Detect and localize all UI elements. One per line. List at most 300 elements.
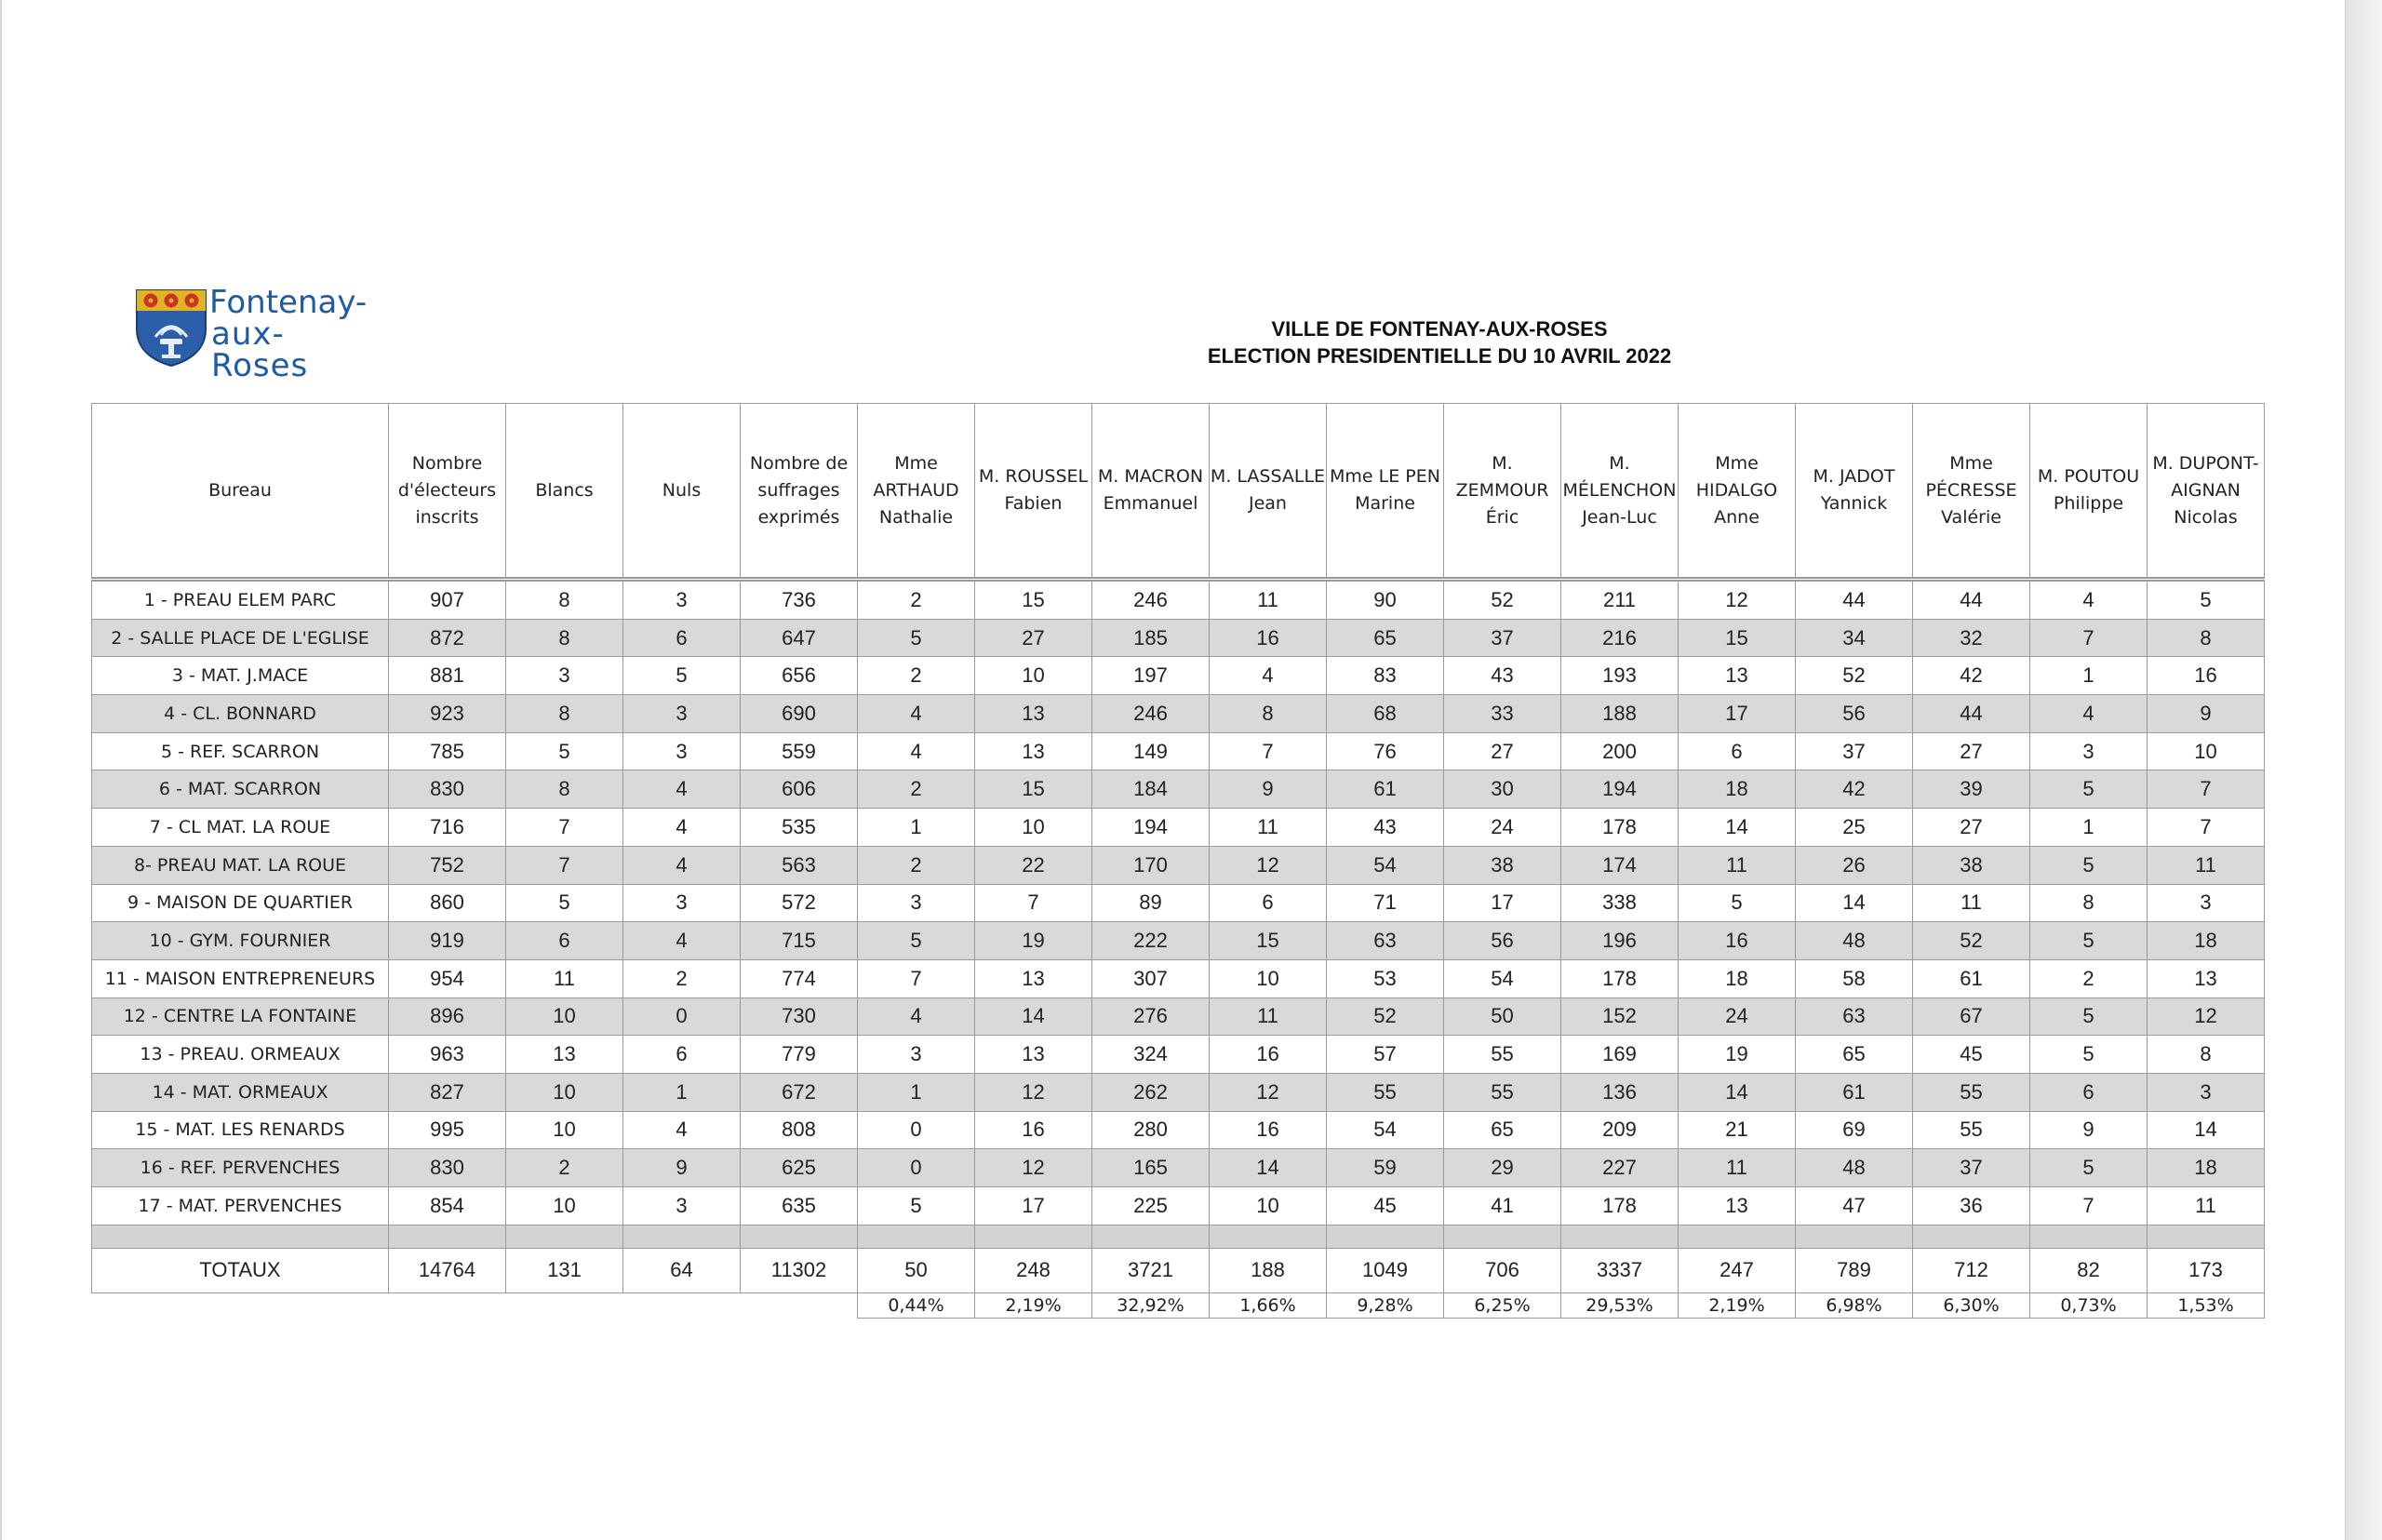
value-cell: 36 bbox=[1913, 1187, 2030, 1225]
value-cell: 4 bbox=[623, 770, 741, 809]
value-cell: 656 bbox=[741, 657, 858, 695]
value-cell: 11 bbox=[2148, 1187, 2265, 1225]
value-cell: 225 bbox=[1092, 1187, 1210, 1225]
value-cell: 3 bbox=[623, 695, 741, 733]
value-cell: 18 bbox=[1679, 770, 1796, 809]
value-cell: 8 bbox=[506, 580, 623, 620]
value-cell: 48 bbox=[1796, 1149, 1913, 1187]
column-header-bureau: Bureau bbox=[92, 404, 389, 580]
value-cell: 11 bbox=[1913, 884, 2030, 922]
value-cell: 63 bbox=[1327, 922, 1444, 960]
totals-row bbox=[92, 1248, 2265, 1292]
value-cell: 6 bbox=[1679, 732, 1796, 770]
value-cell: 52 bbox=[1913, 922, 2030, 960]
value-cell: 2 bbox=[858, 770, 975, 809]
bureau-name-cell: 7 - CL MAT. LA ROUE bbox=[92, 809, 389, 847]
spacer-cell bbox=[1210, 1225, 1327, 1248]
total-cell: 131 bbox=[506, 1248, 623, 1292]
value-cell: 16 bbox=[1210, 619, 1327, 657]
value-cell: 65 bbox=[1444, 1111, 1561, 1149]
column-header: M. DUPONT-AIGNAN Nicolas bbox=[2148, 404, 2265, 580]
value-cell: 16 bbox=[1679, 922, 1796, 960]
value-cell: 690 bbox=[741, 695, 858, 733]
column-header: M. MÉLENCHON Jean-Luc bbox=[1561, 404, 1679, 580]
value-cell: 55 bbox=[1913, 1073, 2030, 1111]
table-row bbox=[92, 884, 2265, 922]
value-cell: 61 bbox=[1913, 959, 2030, 998]
value-cell: 13 bbox=[1679, 657, 1796, 695]
value-cell: 216 bbox=[1561, 619, 1679, 657]
value-cell: 16 bbox=[2148, 657, 2265, 695]
spacer-cell bbox=[623, 1225, 741, 1248]
value-cell: 33 bbox=[1444, 695, 1561, 733]
value-cell: 197 bbox=[1092, 657, 1210, 695]
value-cell: 6 bbox=[1210, 884, 1327, 922]
value-cell: 15 bbox=[1210, 922, 1327, 960]
spacer-cell bbox=[1327, 1225, 1444, 1248]
spacer-cell bbox=[1092, 1225, 1210, 1248]
percentage-cell: 1,66% bbox=[1210, 1292, 1327, 1318]
percentage-cell: 0,44% bbox=[858, 1292, 975, 1318]
spacer-cell bbox=[1913, 1225, 2030, 1248]
value-cell: 563 bbox=[741, 846, 858, 884]
value-cell: 13 bbox=[975, 1036, 1092, 1074]
spacer-cell bbox=[1796, 1225, 1913, 1248]
total-cell: 188 bbox=[1210, 1248, 1327, 1292]
value-cell: 24 bbox=[1444, 809, 1561, 847]
column-header: M. ROUSSEL Fabien bbox=[975, 404, 1092, 580]
value-cell: 18 bbox=[2148, 1149, 2265, 1187]
column-header: Mme ARTHAUD Nathalie bbox=[858, 404, 975, 580]
value-cell: 8 bbox=[2030, 884, 2148, 922]
value-cell: 12 bbox=[1679, 580, 1796, 620]
value-cell: 1 bbox=[2030, 809, 2148, 847]
value-cell: 13 bbox=[2148, 959, 2265, 998]
value-cell: 896 bbox=[389, 998, 506, 1036]
bureau-name-cell: 2 - SALLE PLACE DE L'EGLISE bbox=[92, 619, 389, 657]
value-cell: 44 bbox=[1913, 695, 2030, 733]
value-cell: 2 bbox=[858, 846, 975, 884]
value-cell: 19 bbox=[1679, 1036, 1796, 1074]
value-cell: 6 bbox=[2030, 1073, 2148, 1111]
value-cell: 752 bbox=[389, 846, 506, 884]
table-row bbox=[92, 580, 2265, 620]
value-cell: 39 bbox=[1913, 770, 2030, 809]
value-cell: 136 bbox=[1561, 1073, 1679, 1111]
value-cell: 280 bbox=[1092, 1111, 1210, 1149]
value-cell: 37 bbox=[1796, 732, 1913, 770]
value-cell: 13 bbox=[1679, 1187, 1796, 1225]
value-cell: 27 bbox=[1444, 732, 1561, 770]
coat-of-arms-icon bbox=[135, 288, 207, 367]
value-cell: 14 bbox=[2148, 1111, 2265, 1149]
value-cell: 38 bbox=[1444, 846, 1561, 884]
value-cell: 2 bbox=[2030, 959, 2148, 998]
value-cell: 5 bbox=[506, 884, 623, 922]
value-cell: 14 bbox=[1679, 809, 1796, 847]
value-cell: 42 bbox=[1796, 770, 1913, 809]
bureau-name-cell: 17 - MAT. PERVENCHES bbox=[92, 1187, 389, 1225]
value-cell: 0 bbox=[858, 1111, 975, 1149]
column-header: M. POUTOU Philippe bbox=[2030, 404, 2148, 580]
value-cell: 24 bbox=[1679, 998, 1796, 1036]
empty-cell bbox=[741, 1292, 858, 1318]
value-cell: 13 bbox=[975, 959, 1092, 998]
spacer-cell bbox=[506, 1225, 623, 1248]
spacer-cell bbox=[741, 1225, 858, 1248]
value-cell: 54 bbox=[1327, 1111, 1444, 1149]
table-row bbox=[92, 1036, 2265, 1074]
table-row bbox=[92, 959, 2265, 998]
value-cell: 672 bbox=[741, 1073, 858, 1111]
bureau-name-cell: 8- PREAU MAT. LA ROUE bbox=[92, 846, 389, 884]
percentage-cell: 2,19% bbox=[1679, 1292, 1796, 1318]
percentage-cell: 29,53% bbox=[1561, 1292, 1679, 1318]
total-cell: 64 bbox=[623, 1248, 741, 1292]
column-header: M. MACRON Emmanuel bbox=[1092, 404, 1210, 580]
value-cell: 12 bbox=[975, 1073, 1092, 1111]
title-election: ELECTION PRESIDENTIELLE DU 10 AVRIL 2022 bbox=[1207, 344, 1672, 368]
value-cell: 54 bbox=[1327, 846, 1444, 884]
value-cell: 5 bbox=[858, 1187, 975, 1225]
spacer-cell bbox=[975, 1225, 1092, 1248]
value-cell: 17 bbox=[975, 1187, 1092, 1225]
value-cell: 4 bbox=[858, 695, 975, 733]
total-cell: 248 bbox=[975, 1248, 1092, 1292]
value-cell: 7 bbox=[506, 846, 623, 884]
value-cell: 13 bbox=[975, 695, 1092, 733]
value-cell: 8 bbox=[2148, 619, 2265, 657]
value-cell: 53 bbox=[1327, 959, 1444, 998]
value-cell: 7 bbox=[2030, 1187, 2148, 1225]
value-cell: 1 bbox=[623, 1073, 741, 1111]
value-cell: 954 bbox=[389, 959, 506, 998]
totals-label: TOTAUX bbox=[92, 1248, 389, 1292]
value-cell: 178 bbox=[1561, 809, 1679, 847]
value-cell: 8 bbox=[1210, 695, 1327, 733]
value-cell: 625 bbox=[741, 1149, 858, 1187]
value-cell: 872 bbox=[389, 619, 506, 657]
value-cell: 4 bbox=[858, 732, 975, 770]
percentage-cell: 9,28% bbox=[1327, 1292, 1444, 1318]
value-cell: 15 bbox=[1679, 619, 1796, 657]
bureau-name-cell: 10 - GYM. FOURNIER bbox=[92, 922, 389, 960]
value-cell: 169 bbox=[1561, 1036, 1679, 1074]
value-cell: 14 bbox=[1796, 884, 1913, 922]
value-cell: 178 bbox=[1561, 1187, 1679, 1225]
value-cell: 774 bbox=[741, 959, 858, 998]
value-cell: 43 bbox=[1327, 809, 1444, 847]
bureau-name-cell: 6 - MAT. SCARRON bbox=[92, 770, 389, 809]
value-cell: 963 bbox=[389, 1036, 506, 1074]
value-cell: 0 bbox=[623, 998, 741, 1036]
column-header: M. LASSALLE Jean bbox=[1210, 404, 1327, 580]
value-cell: 4 bbox=[858, 998, 975, 1036]
value-cell: 5 bbox=[2030, 922, 2148, 960]
value-cell: 14 bbox=[1210, 1149, 1327, 1187]
table-row bbox=[92, 922, 2265, 960]
value-cell: 41 bbox=[1444, 1187, 1561, 1225]
value-cell: 2 bbox=[623, 959, 741, 998]
value-cell: 716 bbox=[389, 809, 506, 847]
value-cell: 5 bbox=[2030, 770, 2148, 809]
value-cell: 8 bbox=[2148, 1036, 2265, 1074]
value-cell: 188 bbox=[1561, 695, 1679, 733]
bureau-name-cell: 11 - MAISON ENTREPRENEURS bbox=[92, 959, 389, 998]
value-cell: 4 bbox=[623, 846, 741, 884]
empty-cell bbox=[506, 1292, 623, 1318]
column-header: Blancs bbox=[506, 404, 623, 580]
value-cell: 37 bbox=[1913, 1149, 2030, 1187]
value-cell: 4 bbox=[623, 922, 741, 960]
value-cell: 47 bbox=[1796, 1187, 1913, 1225]
value-cell: 779 bbox=[741, 1036, 858, 1074]
value-cell: 2 bbox=[858, 657, 975, 695]
bureau-name-cell: 14 - MAT. ORMEAUX bbox=[92, 1073, 389, 1111]
value-cell: 18 bbox=[2148, 922, 2265, 960]
value-cell: 44 bbox=[1913, 580, 2030, 620]
value-cell: 222 bbox=[1092, 922, 1210, 960]
value-cell: 11 bbox=[1210, 809, 1327, 847]
value-cell: 90 bbox=[1327, 580, 1444, 620]
value-cell: 194 bbox=[1561, 770, 1679, 809]
value-cell: 276 bbox=[1092, 998, 1210, 1036]
value-cell: 854 bbox=[389, 1187, 506, 1225]
column-header: Mme HIDALGO Anne bbox=[1679, 404, 1796, 580]
results-table bbox=[91, 403, 2265, 1319]
value-cell: 83 bbox=[1327, 657, 1444, 695]
value-cell: 307 bbox=[1092, 959, 1210, 998]
table-row bbox=[92, 695, 2265, 733]
total-cell: 11302 bbox=[741, 1248, 858, 1292]
value-cell: 730 bbox=[741, 998, 858, 1036]
value-cell: 54 bbox=[1444, 959, 1561, 998]
value-cell: 262 bbox=[1092, 1073, 1210, 1111]
value-cell: 860 bbox=[389, 884, 506, 922]
value-cell: 185 bbox=[1092, 619, 1210, 657]
value-cell: 37 bbox=[1444, 619, 1561, 657]
value-cell: 15 bbox=[975, 770, 1092, 809]
value-cell: 68 bbox=[1327, 695, 1444, 733]
value-cell: 2 bbox=[506, 1149, 623, 1187]
value-cell: 5 bbox=[1679, 884, 1796, 922]
value-cell: 32 bbox=[1913, 619, 2030, 657]
spacer-cell bbox=[1444, 1225, 1561, 1248]
value-cell: 61 bbox=[1796, 1073, 1913, 1111]
value-cell: 559 bbox=[741, 732, 858, 770]
value-cell: 10 bbox=[506, 1073, 623, 1111]
bureau-name-cell: 12 - CENTRE LA FONTAINE bbox=[92, 998, 389, 1036]
value-cell: 10 bbox=[1210, 959, 1327, 998]
value-cell: 45 bbox=[1327, 1187, 1444, 1225]
value-cell: 324 bbox=[1092, 1036, 1210, 1074]
value-cell: 17 bbox=[1679, 695, 1796, 733]
value-cell: 7 bbox=[2148, 809, 2265, 847]
logo-wordmark bbox=[209, 284, 377, 384]
percentage-cell: 0,73% bbox=[2030, 1292, 2148, 1318]
value-cell: 3 bbox=[2030, 732, 2148, 770]
percentage-cell: 6,98% bbox=[1796, 1292, 1913, 1318]
table-row bbox=[92, 657, 2265, 695]
value-cell: 16 bbox=[1210, 1111, 1327, 1149]
value-cell: 736 bbox=[741, 580, 858, 620]
value-cell: 25 bbox=[1796, 809, 1913, 847]
column-header: M. JADOT Yannick bbox=[1796, 404, 1913, 580]
value-cell: 7 bbox=[2030, 619, 2148, 657]
value-cell: 6 bbox=[623, 619, 741, 657]
column-header: Mme LE PEN Marine bbox=[1327, 404, 1444, 580]
value-cell: 55 bbox=[1444, 1036, 1561, 1074]
total-cell: 789 bbox=[1796, 1248, 1913, 1292]
value-cell: 830 bbox=[389, 770, 506, 809]
value-cell: 7 bbox=[506, 809, 623, 847]
value-cell: 27 bbox=[975, 619, 1092, 657]
value-cell: 58 bbox=[1796, 959, 1913, 998]
value-cell: 27 bbox=[1913, 732, 2030, 770]
value-cell: 1 bbox=[858, 809, 975, 847]
value-cell: 5 bbox=[2030, 1036, 2148, 1074]
value-cell: 193 bbox=[1561, 657, 1679, 695]
value-cell: 10 bbox=[975, 809, 1092, 847]
total-cell: 1049 bbox=[1327, 1248, 1444, 1292]
value-cell: 52 bbox=[1327, 998, 1444, 1036]
value-cell: 246 bbox=[1092, 580, 1210, 620]
value-cell: 227 bbox=[1561, 1149, 1679, 1187]
value-cell: 174 bbox=[1561, 846, 1679, 884]
value-cell: 69 bbox=[1796, 1111, 1913, 1149]
value-cell: 338 bbox=[1561, 884, 1679, 922]
total-cell: 706 bbox=[1444, 1248, 1561, 1292]
value-cell: 3 bbox=[858, 1036, 975, 1074]
value-cell: 919 bbox=[389, 922, 506, 960]
value-cell: 10 bbox=[1210, 1187, 1327, 1225]
table-row bbox=[92, 1111, 2265, 1149]
column-header: Nombre d'électeurs inscrits bbox=[389, 404, 506, 580]
value-cell: 9 bbox=[623, 1149, 741, 1187]
value-cell: 5 bbox=[858, 922, 975, 960]
value-cell: 635 bbox=[741, 1187, 858, 1225]
value-cell: 5 bbox=[2030, 846, 2148, 884]
value-cell: 606 bbox=[741, 770, 858, 809]
value-cell: 42 bbox=[1913, 657, 2030, 695]
value-cell: 572 bbox=[741, 884, 858, 922]
value-cell: 1 bbox=[858, 1073, 975, 1111]
value-cell: 7 bbox=[858, 959, 975, 998]
value-cell: 45 bbox=[1913, 1036, 2030, 1074]
value-cell: 48 bbox=[1796, 922, 1913, 960]
value-cell: 6 bbox=[623, 1036, 741, 1074]
value-cell: 149 bbox=[1092, 732, 1210, 770]
value-cell: 12 bbox=[1210, 846, 1327, 884]
value-cell: 63 bbox=[1796, 998, 1913, 1036]
value-cell: 4 bbox=[623, 1111, 741, 1149]
value-cell: 16 bbox=[975, 1111, 1092, 1149]
value-cell: 3 bbox=[623, 1187, 741, 1225]
value-cell: 2 bbox=[858, 580, 975, 620]
total-cell: 173 bbox=[2148, 1248, 2265, 1292]
value-cell: 56 bbox=[1444, 922, 1561, 960]
value-cell: 246 bbox=[1092, 695, 1210, 733]
value-cell: 65 bbox=[1796, 1036, 1913, 1074]
bureau-name-cell: 13 - PREAU. ORMEAUX bbox=[92, 1036, 389, 1074]
table-row bbox=[92, 732, 2265, 770]
total-cell: 712 bbox=[1913, 1248, 2030, 1292]
value-cell: 10 bbox=[506, 1187, 623, 1225]
value-cell: 12 bbox=[1210, 1073, 1327, 1111]
empty-cell bbox=[623, 1292, 741, 1318]
window-edge bbox=[2345, 0, 2382, 1540]
value-cell: 5 bbox=[2148, 580, 2265, 620]
header-row bbox=[92, 404, 2265, 580]
value-cell: 194 bbox=[1092, 809, 1210, 847]
value-cell: 5 bbox=[623, 657, 741, 695]
bureau-name-cell: 1 - PREAU ELEM PARC bbox=[92, 580, 389, 620]
value-cell: 9 bbox=[1210, 770, 1327, 809]
value-cell: 4 bbox=[2030, 580, 2148, 620]
column-header: M. ZEMMOUR Éric bbox=[1444, 404, 1561, 580]
table-row bbox=[92, 809, 2265, 847]
value-cell: 13 bbox=[975, 732, 1092, 770]
value-cell: 830 bbox=[389, 1149, 506, 1187]
value-cell: 11 bbox=[1210, 998, 1327, 1036]
value-cell: 5 bbox=[2030, 1149, 2148, 1187]
value-cell: 12 bbox=[2148, 998, 2265, 1036]
total-cell: 14764 bbox=[389, 1248, 506, 1292]
bureau-name-cell: 4 - CL. BONNARD bbox=[92, 695, 389, 733]
total-cell: 247 bbox=[1679, 1248, 1796, 1292]
value-cell: 196 bbox=[1561, 922, 1679, 960]
column-header: Nuls bbox=[623, 404, 741, 580]
value-cell: 5 bbox=[2030, 998, 2148, 1036]
value-cell: 4 bbox=[1210, 657, 1327, 695]
value-cell: 10 bbox=[506, 998, 623, 1036]
value-cell: 923 bbox=[389, 695, 506, 733]
column-header: Nombre de suffrages exprimés bbox=[741, 404, 858, 580]
percentage-cell: 6,30% bbox=[1913, 1292, 2030, 1318]
value-cell: 211 bbox=[1561, 580, 1679, 620]
value-cell: 3 bbox=[2148, 884, 2265, 922]
empty-cell bbox=[92, 1292, 389, 1318]
value-cell: 7 bbox=[1210, 732, 1327, 770]
value-cell: 10 bbox=[506, 1111, 623, 1149]
total-cell: 3721 bbox=[1092, 1248, 1210, 1292]
value-cell: 27 bbox=[1913, 809, 2030, 847]
value-cell: 11 bbox=[2148, 846, 2265, 884]
spacer-cell bbox=[1679, 1225, 1796, 1248]
total-cell: 50 bbox=[858, 1248, 975, 1292]
value-cell: 3 bbox=[623, 884, 741, 922]
title-city: VILLE DE FONTENAY-AUX-ROSES bbox=[1271, 317, 1608, 341]
value-cell: 165 bbox=[1092, 1149, 1210, 1187]
logo-line-1: Fontenay- bbox=[209, 284, 368, 321]
spacer-cell bbox=[858, 1225, 975, 1248]
spacer-cell bbox=[389, 1225, 506, 1248]
table-row bbox=[92, 998, 2265, 1036]
spacer-cell bbox=[1561, 1225, 1679, 1248]
table-row bbox=[92, 1073, 2265, 1111]
value-cell: 43 bbox=[1444, 657, 1561, 695]
value-cell: 65 bbox=[1327, 619, 1444, 657]
spacer-row bbox=[92, 1225, 2265, 1248]
value-cell: 170 bbox=[1092, 846, 1210, 884]
value-cell: 55 bbox=[1327, 1073, 1444, 1111]
table-row bbox=[92, 1149, 2265, 1187]
value-cell: 52 bbox=[1796, 657, 1913, 695]
value-cell: 19 bbox=[975, 922, 1092, 960]
value-cell: 17 bbox=[1444, 884, 1561, 922]
city-logo bbox=[135, 284, 377, 384]
value-cell: 56 bbox=[1796, 695, 1913, 733]
